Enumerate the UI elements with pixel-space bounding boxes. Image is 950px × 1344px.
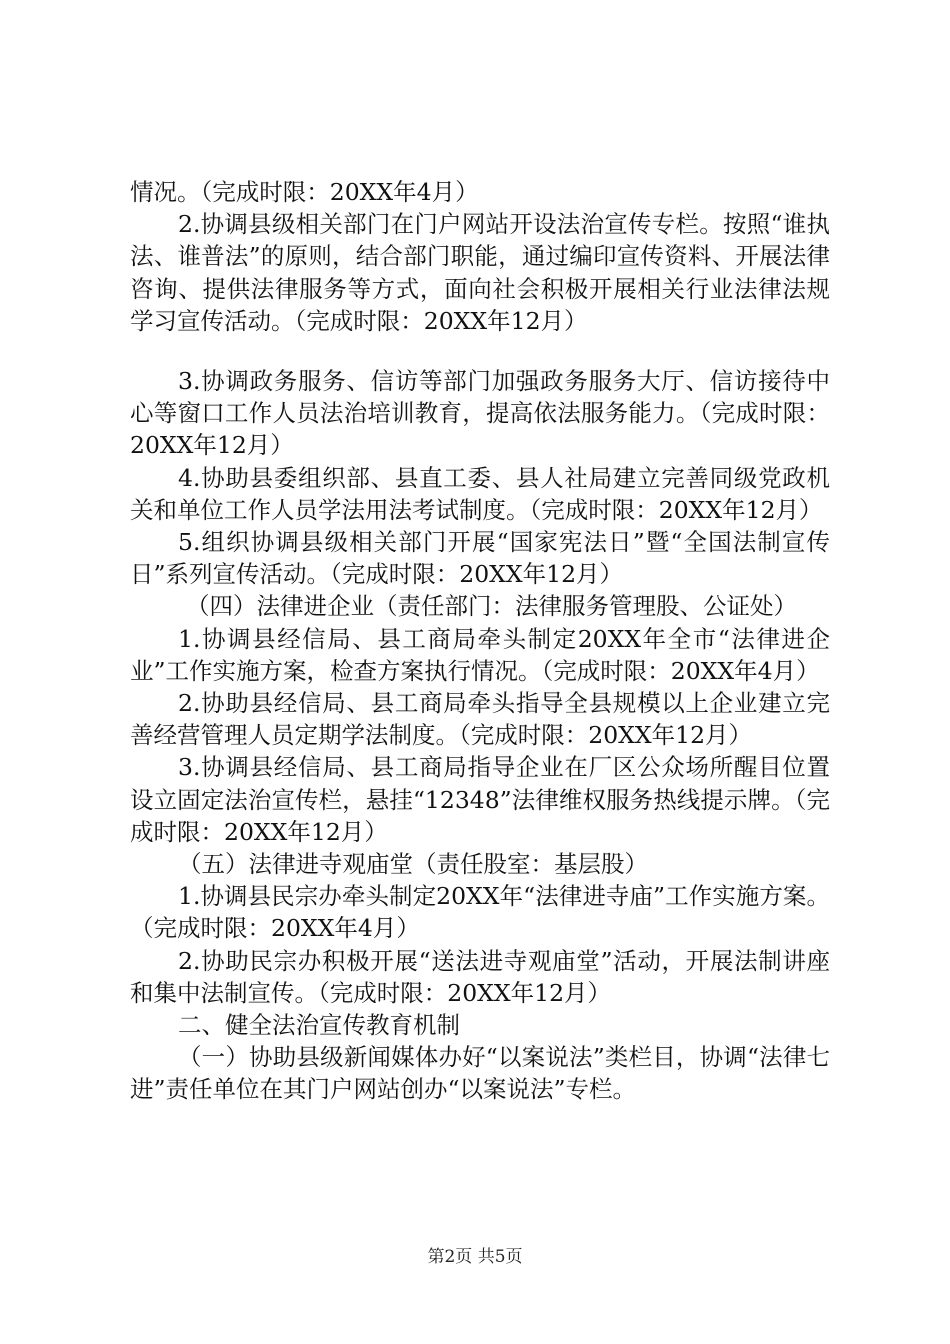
paragraph: （一）协助县级新闻媒体办好“以案说法”类栏目，协调“法律七进”责任单位在其门户网站创办“以案说法”专栏。	[130, 1043, 830, 1104]
section-heading: （四）法律进企业（责任部门：法律服务管理股、公证处）	[186, 592, 797, 621]
paragraph: 1.协调县民宗办牵头制定20XX年“法律进寺庙”工作实施方案。（完成时限：20XX年4月）	[130, 882, 830, 943]
paragraph: 2.协调县级相关部门在门户网站开设法治宣传专栏。按照“谁执法、谁普法”的原则，结合部门职能，通过编印宣传资料、开展法律咨询、提供法律服务等方式，面向社会积极开展相关行业法律法规学习宣传活动。（完成时限：20XX年12月）	[130, 210, 830, 335]
section-heading: 二、健全法治宣传教育机制	[178, 1011, 460, 1040]
paragraph: 1.协调县经信局、县工商局牵头制定20XX年全市“法律进企业”工作实施方案，检查方案执行情况。（完成时限：20XX年4月）	[130, 624, 830, 685]
paragraph: 2.协助民宗办积极开展“送法进寺观庙堂”活动，开展法制讲座和集中法制宣传。（完成时限：20XX年12月）	[130, 946, 830, 1007]
document-body	[130, 176, 830, 1106]
paragraph: 情况。（完成时限：20XX年4月）	[130, 178, 479, 206]
paragraph: 5.组织协调县级相关部门开展“国家宪法日”暨“全国法制宣传日”系列宣传活动。（完成时限：20XX年12月）	[130, 528, 830, 589]
paragraph: 2.协助县经信局、县工商局牵头指导全县规模以上企业建立完善经营管理人员定期学法制度。（完成时限：20XX年12月）	[130, 689, 830, 750]
paragraph: 4.协助县委组织部、县直工委、县人社局建立完善同级党政机关和单位工作人员学法用法考试制度。（完成时限：20XX年12月）	[130, 463, 830, 524]
page-number: 第2页 共5页	[427, 1247, 523, 1267]
paragraph: 3.协调政务服务、信访等部门加强政务服务大厅、信访接待中心等窗口工作人员法治培训教育，提高依法服务能力。（完成时限：20XX年12月）	[130, 367, 830, 460]
paragraph: 3.协调县经信局、县工商局指导企业在厂区公众场所醒目位置设立固定法治宣传栏，悬挂“12348”法律维权服务热线提示牌。（完成时限：20XX年12月）	[130, 753, 830, 846]
section-heading: （五）法律进寺观庙堂（责任股室：基层股）	[178, 850, 648, 879]
